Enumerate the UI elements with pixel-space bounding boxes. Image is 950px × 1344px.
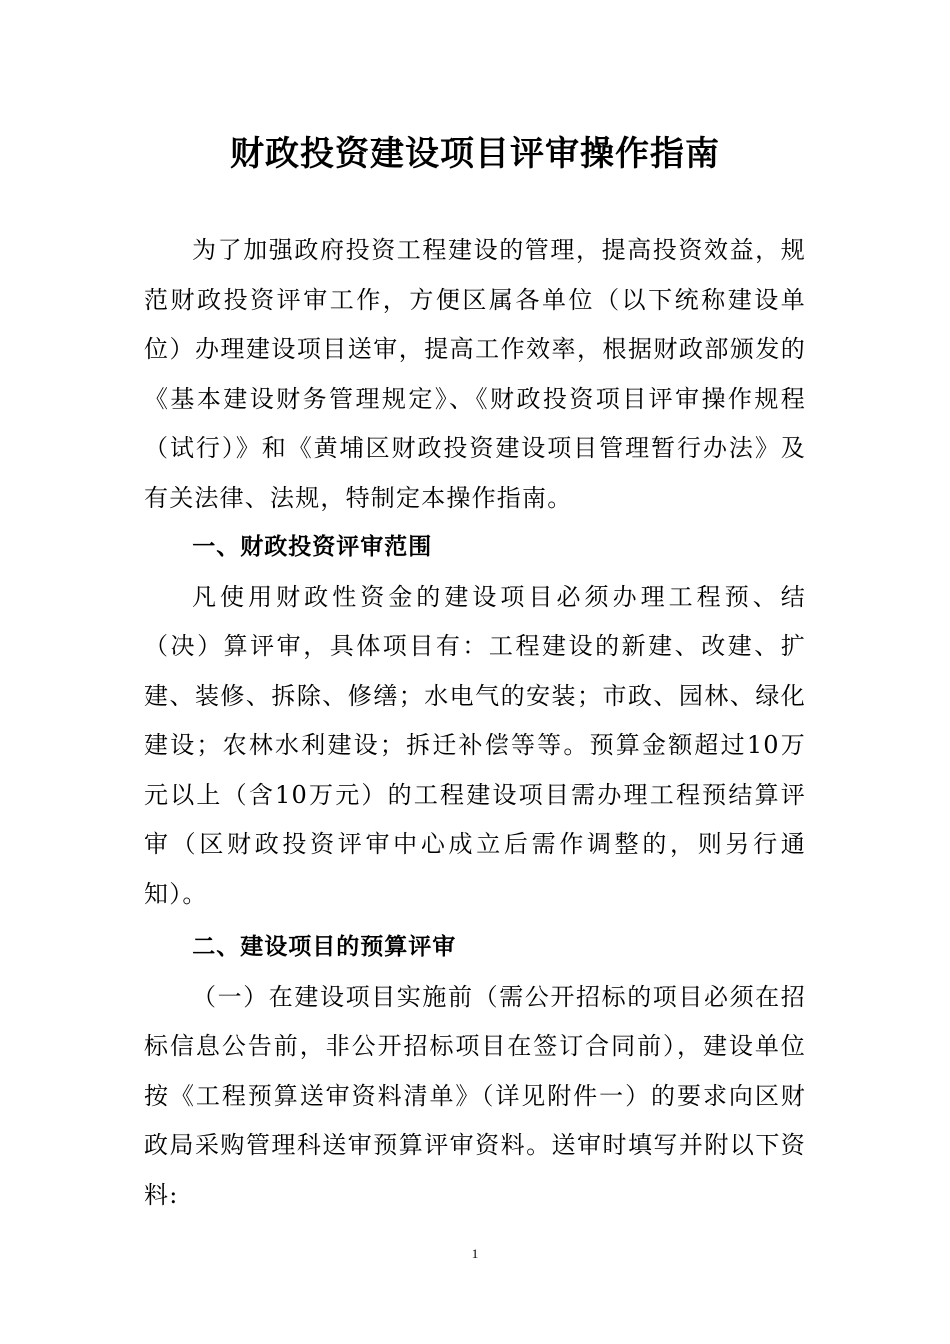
page-number: 1 xyxy=(471,1246,479,1261)
document-body xyxy=(144,226,806,1220)
paragraph-intro: 为了加强政府投资工程建设的管理，提高投资效益，规范财政投资评审工作，方便区属各单位（以下统称建设单位）办理建设项目送审，提高工作效率，根据财政部颁发的《基本建设财务管理规定》、《财政投资项目评审操作规程（试行）》和《黄埔区财政投资建设项目管理暂行办法》及有关法律、法规，特制定本操作指南。 xyxy=(144,236,806,512)
section-heading-budget-review: 二、建设项目的预算评审 xyxy=(192,934,457,960)
section-heading-scope: 一、财政投资评审范围 xyxy=(192,534,433,560)
paragraph-scope: 凡使用财政性资金的建设项目必须办理工程预、结（决）算评审，具体项目有：工程建设的新建、改建、扩建、装修、拆除、修缮；水电气的安装；市政、园林、绿化建设；农林水利建设；拆迁补偿等等。预算金额超过10万元以上（含10万元）的工程建设项目需办理工程预结算评审（区财政投资评审中心成立后需作调整的，则另行通知）。 xyxy=(144,582,806,908)
document-title: 财政投资建设项目评审操作指南 xyxy=(230,134,720,174)
paragraph-budget-review: （一）在建设项目实施前（需公开招标的项目必须在招标信息公告前，非公开招标项目在签订合同前），建设单位按《工程预算送审资料清单》（详见附件一）的要求向区财政局采购管理科送审预算评审资料。送审时填写并附以下资料: xyxy=(144,982,806,1209)
